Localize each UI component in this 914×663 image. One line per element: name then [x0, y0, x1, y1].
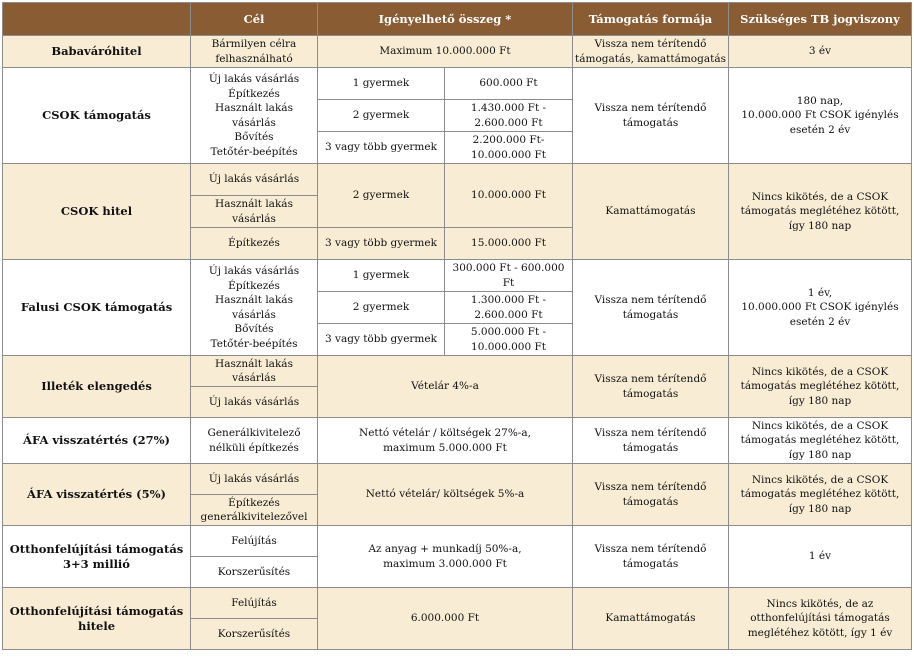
- gyermek-cell: 3 vagy több gyermek: [318, 324, 445, 356]
- cel-cell: Új lakás vásárlás: [191, 164, 318, 196]
- gyermek-cell: 2 gyermek: [318, 164, 445, 228]
- table-row-otthonfelujitas: [3, 526, 912, 557]
- cel-item: Új lakás vásárlás: [208, 73, 300, 85]
- tb-cell: [729, 68, 912, 164]
- tb-cell: Nincs kikötés, de a CSOK támogatás meglétéhez kötött, így 180 nap: [729, 418, 912, 464]
- amount-cell: 10.000.000 Ft: [445, 164, 573, 228]
- header-cel: Cél: [191, 3, 318, 36]
- osszeg-line: Nettó vételár / költségek 27%-a,: [359, 427, 531, 439]
- tb-cell: Nincs kikötés, de a CSOK támogatás meglétéhez kötött, így 180 nap: [729, 464, 912, 526]
- row-title: Illeték elengedés: [3, 356, 191, 418]
- table-row-illetek: [3, 356, 912, 387]
- gyermek-cell: 1 gyermek: [318, 260, 445, 292]
- tb-cell: Nincs kikötés, de a CSOK támogatás meglétéhez kötött, így 180 nap: [729, 164, 912, 260]
- cel-cell: Építkezés generálkivitelezővel: [191, 495, 318, 526]
- header-corner: [3, 3, 191, 36]
- gyermek-cell: 3 vagy több gyermek: [318, 228, 445, 260]
- tb-cell: Nincs kikötés, de az otthonfelújítási támogatás meglétéhez kötött, így 1 év: [729, 588, 912, 650]
- forma-cell: Vissza nem térítendő támogatás: [573, 418, 729, 464]
- cel-item: Bővítés: [234, 323, 274, 335]
- cel-item: Új lakás vásárlás: [208, 265, 300, 277]
- tb-line: 1 év,: [807, 286, 833, 299]
- cel-cell: Használt lakás vásárlás: [191, 196, 318, 228]
- amount-cell: 15.000.000 Ft: [445, 228, 573, 260]
- cel-cell: Használt lakás vásárlás: [191, 356, 318, 387]
- cel-item: Építkezés: [228, 279, 280, 292]
- tb-line: 10.000.000 Ft CSOK igénylés esetén 2 év: [741, 109, 899, 136]
- forma-cell: Vissza nem térítendő támogatás: [573, 260, 729, 356]
- cel-item: Használt lakás vásárlás: [215, 102, 293, 129]
- osszeg-cell: Vételár 4%-a: [318, 356, 573, 418]
- row-title: Otthonfelújítási támogatás hitele: [3, 588, 191, 650]
- osszeg-line: Az anyag + munkadíj 50%-a,: [368, 543, 522, 555]
- row-title: CSOK támogatás: [3, 68, 191, 164]
- amount-cell: 2.200.000 Ft- 10.000.000 Ft: [445, 132, 573, 164]
- table-row-babavaro: [3, 36, 912, 68]
- cel-cell: Korszerűsítés: [191, 557, 318, 588]
- cel-item: Tetőtér-beépítés: [210, 337, 298, 350]
- cel-cell: Generálkivitelező nélküli építkezés: [191, 418, 318, 464]
- row-title: ÁFA visszatértés (27%): [3, 418, 191, 464]
- cel-cell: [191, 260, 318, 356]
- gyermek-cell: 1 gyermek: [318, 68, 445, 100]
- amount-cell: 5.000.000 Ft - 10.000.000 Ft: [445, 324, 573, 356]
- forma-cell: Vissza nem térítendő támogatás, kamattámogatás: [573, 36, 729, 68]
- header-osszeg: Igényelhető összeg *: [318, 3, 573, 36]
- amount-cell: 600.000 Ft: [445, 68, 573, 100]
- cel-cell: Felújítás: [191, 588, 318, 619]
- row-title: ÁFA visszatértés (5%): [3, 464, 191, 526]
- osszeg-cell: [318, 418, 573, 464]
- header-tb: Szükséges TB jogviszony: [729, 3, 912, 36]
- table-row-otthonfelujitas-hitel: [3, 588, 912, 619]
- row-title: Babaváróhitel: [3, 36, 191, 68]
- table-row-falusi-csok: [3, 260, 912, 292]
- tb-line: 10.000.000 Ft CSOK igénylés esetén 2 év: [741, 301, 899, 328]
- forma-cell: Kamattámogatás: [573, 588, 729, 650]
- osszeg-line: maximum 3.000.000 Ft: [383, 557, 507, 570]
- osszeg-cell: 6.000.000 Ft: [318, 588, 573, 650]
- gyermek-cell: 2 gyermek: [318, 292, 445, 324]
- forma-cell: Vissza nem térítendő támogatás: [573, 356, 729, 418]
- cel-item: Használt lakás vásárlás: [215, 294, 293, 321]
- amount-cell: 1.430.000 Ft - 2.600.000 Ft: [445, 100, 573, 132]
- amount-cell: 300.000 Ft - 600.000 Ft: [445, 260, 573, 292]
- tb-cell: [729, 260, 912, 356]
- cel-cell: Építkezés: [191, 228, 318, 260]
- osszeg-cell: Nettó vételár/ költségek 5%-a: [318, 464, 573, 526]
- tb-line: 180 nap,: [796, 94, 844, 107]
- cel-item: Építkezés: [228, 87, 280, 100]
- forma-cell: Vissza nem térítendő támogatás: [573, 526, 729, 588]
- row-title: Falusi CSOK támogatás: [3, 260, 191, 356]
- gyermek-cell: 3 vagy több gyermek: [318, 132, 445, 164]
- table-row-afa27: [3, 418, 912, 464]
- cel-cell: Új lakás vásárlás: [191, 464, 318, 495]
- header-forma: Támogatás formája: [573, 3, 729, 36]
- tb-cell: Nincs kikötés, de a CSOK támogatás meglétéhez kötött, így 180 nap: [729, 356, 912, 418]
- forma-cell: Kamattámogatás: [573, 164, 729, 260]
- osszeg-line: maximum 5.000.000 Ft: [383, 441, 507, 454]
- table-row-csok-hitel: [3, 164, 912, 196]
- amount-cell: 1.300.000 Ft - 2.600.000 Ft: [445, 292, 573, 324]
- support-table-wrapper: [2, 2, 912, 650]
- gyermek-cell: 2 gyermek: [318, 100, 445, 132]
- cel-cell: Korszerűsítés: [191, 619, 318, 650]
- row-title: CSOK hitel: [3, 164, 191, 260]
- cel-cell: Új lakás vásárlás: [191, 387, 318, 418]
- table-row-afa5: [3, 464, 912, 495]
- housing-support-table: [2, 2, 912, 650]
- cel-item: Bővítés: [234, 131, 274, 143]
- tb-cell: 1 év: [729, 526, 912, 588]
- cel-cell: Bármilyen célra felhasználható: [191, 36, 318, 68]
- row-title: Otthonfelújítási támogatás 3+3 millió: [3, 526, 191, 588]
- tb-cell: 3 év: [729, 36, 912, 68]
- table-row-csok-tamogatas: [3, 68, 912, 100]
- cel-cell: Felújítás: [191, 526, 318, 557]
- forma-cell: Vissza nem térítendő támogatás: [573, 464, 729, 526]
- table-header-row: [3, 3, 912, 36]
- osszeg-cell: [318, 526, 573, 588]
- forma-cell: Vissza nem térítendő támogatás: [573, 68, 729, 164]
- cel-cell: [191, 68, 318, 164]
- osszeg-cell: Maximum 10.000.000 Ft: [318, 36, 573, 68]
- cel-item: Tetőtér-beépítés: [210, 145, 298, 158]
